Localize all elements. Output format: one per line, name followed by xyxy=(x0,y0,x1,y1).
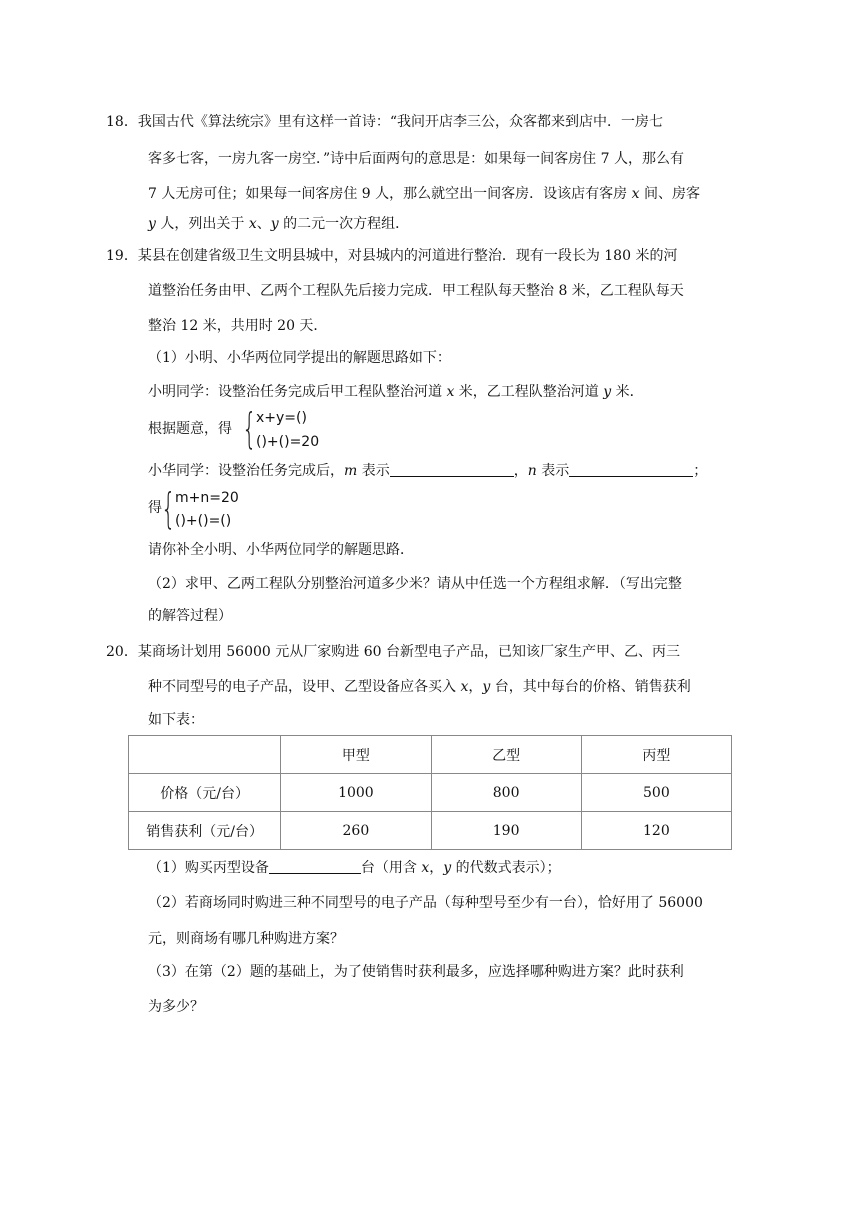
table-cell: 1000 xyxy=(281,774,431,812)
q18-number: 18． xyxy=(106,114,138,130)
q19-part-1: （1）小明、小华两位同学提出的解题思路如下： xyxy=(148,350,451,366)
n-meaning-blank[interactable] xyxy=(569,462,693,477)
xiaohua-equation-2: ()+()=() xyxy=(175,513,232,529)
q18-line-2: 客多七客，一房九客一房空．”诗中后面两句的意思是：如果每一间客房住 7 人，那么有 xyxy=(148,151,684,167)
q20-part-1: （1）购买丙型设备 台（用含 x，y 的代数式表示）； xyxy=(148,860,561,876)
q19-line-2: 道整治任务由甲、乙两个工程队先后接力完成．甲工程队每天整治 8 米，乙工程队每天 xyxy=(148,283,684,299)
table-cell: 800 xyxy=(431,774,581,812)
xiaoming-equation-1: x+y=() xyxy=(256,410,307,426)
brace-left-icon: { xyxy=(161,484,176,533)
type-c-count-blank[interactable] xyxy=(269,859,361,874)
q20-line-3: 如下表： xyxy=(148,712,204,728)
q19-gen-label: 根据题意，得 xyxy=(148,421,232,437)
table-header-row xyxy=(129,736,732,774)
m-meaning-blank[interactable] xyxy=(390,462,514,477)
q20-part-3-line-1: （3）在第（2）题的基础上，为了使销售时获利最多，应选择哪种购进方案？此时获利 xyxy=(148,964,684,980)
q18-line-4: y 人，列出关于 x、y 的二元一次方程组． xyxy=(148,216,410,232)
q20-line-1: 20．某商场计划用 56000 元从厂家购进 60 台新型电子产品，已知该厂家生产甲、乙、丙三 xyxy=(106,644,680,660)
brace-left-icon: { xyxy=(242,404,257,453)
q19-part-2-line-2: 的解答过程） xyxy=(148,608,232,624)
table-cell: 120 xyxy=(581,812,731,850)
table-header-cell: 丙型 xyxy=(581,736,731,774)
table-cell: 260 xyxy=(281,812,431,850)
xiaohua-equation-1: m+n=20 xyxy=(175,490,239,506)
table-row xyxy=(129,812,732,850)
table-header-cell: 乙型 xyxy=(431,736,581,774)
table-row xyxy=(129,774,732,812)
q20-number: 20． xyxy=(106,644,138,660)
table-cell: 500 xyxy=(581,774,731,812)
q20-part-2-line-1: （2）若商场同时购进三种不同型号的电子产品（每种型号至少有一台），恰好用了 56000 xyxy=(148,895,703,911)
xiaoming-equation-2: ()+()=20 xyxy=(256,434,320,450)
q18-line-3: 7 人无房可住；如果每一间客房住 9 人，那么就空出一间客房．设该店有客房 x 间、房客 xyxy=(148,186,700,202)
price-profit-table xyxy=(128,735,732,850)
q20-part-2-line-2: 元，则商场有哪几种购进方案？ xyxy=(148,931,344,947)
table-cell: 价格（元/台） xyxy=(129,774,281,812)
q19-xiaohua-line: 小华同学：设整治任务完成后，m 表示 ，n 表示 ； xyxy=(148,463,708,479)
q19-line-1: 19．某县在创建省级卫生文明县城中，对县城内的河道进行整治．现有一段长为 180 米的河 xyxy=(106,248,678,264)
table-cell: 190 xyxy=(431,812,581,850)
table-header-cell: 甲型 xyxy=(281,736,431,774)
q20-line-2: 种不同型号的电子产品，设甲、乙型设备应各买入 x，y 台，其中每台的价格、销售获利 xyxy=(148,679,691,695)
table-header-cell xyxy=(129,736,281,774)
q18-line-1: 18．我国古代《算法统宗》里有这样一首诗：“我问开店李三公，众客都来到店中．一房七 xyxy=(106,114,663,130)
q19-complete-line: 请你补全小明、小华两位同学的解题思路． xyxy=(148,542,414,558)
table-cell: 销售获利（元/台） xyxy=(129,812,281,850)
q19-number: 19． xyxy=(106,248,138,264)
q19-xiaoming-line: 小明同学：设整治任务完成后甲工程队整治河道 x 米，乙工程队整治河道 y 米． xyxy=(148,384,644,400)
q19-line-3: 整治 12 米，共用时 20 天． xyxy=(148,318,328,334)
q20-part-3-line-2: 为多少？ xyxy=(148,999,204,1015)
q19-part-2-line-1: （2）求甲、乙两工程队分别整治河道多少米？请从中任选一个方程组求解．（写出完整 xyxy=(148,576,682,592)
q19-de-label: 得 xyxy=(148,500,162,516)
